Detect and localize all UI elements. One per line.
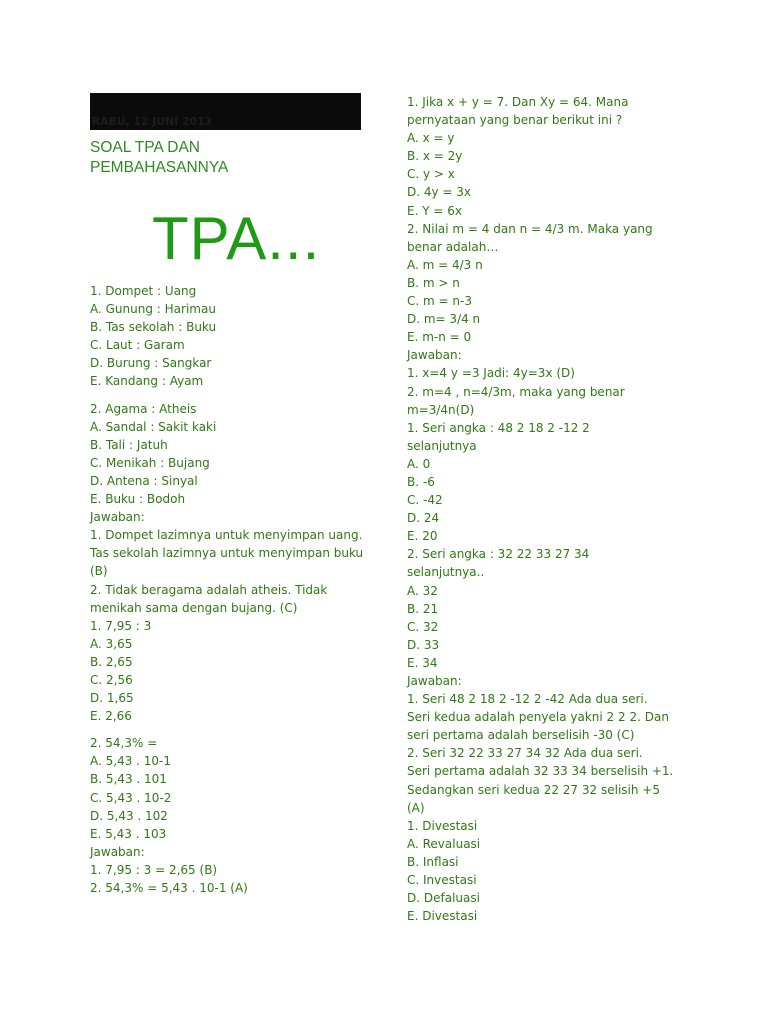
text-line: E. Divestasi [407,909,478,924]
text-line: B. Tali : Jatuh [90,437,168,452]
text-line: D. 24 [407,511,440,526]
text-line: C. 32 [407,619,439,634]
text-line: Seri kedua adalah penyela yakni 2 2 2. Dan [407,710,669,725]
text-line: D. 5,43 . 102 [90,808,168,823]
text-line: 2. Agama : Atheis [90,401,197,416]
text-line: 2. m=4 , n=4/3m, maka yang benar [407,384,625,399]
blank-line [90,391,375,400]
text-line: m=3/4n(D) [407,402,475,417]
text-line: A. 32 [407,583,438,598]
blank-line [90,725,375,734]
text-line: E. Kandang : Ayam [90,374,204,389]
text-line: Sedangkan seri kedua 22 27 32 selisih +5 [407,782,660,797]
text-line: B. Inflasi [407,854,459,869]
tpa-heading: TPA... [152,205,321,272]
text-line: D. 4y = 3x [407,185,472,200]
text-line: 1. Dompet : Uang [90,284,197,298]
text-line: A. Revaluasi [407,836,481,851]
text-line: 2. 54,3% = [90,736,158,751]
text-line: A. 3,65 [90,636,133,651]
text-line: menikah sama dengan bujang. (C) [90,600,298,615]
text-line: 2. Seri angka : 32 22 33 27 34 [407,547,590,562]
text-line: A. m = 4/3 n [407,257,483,272]
text-line: 1. x=4 y =3 Jadi: 4y=3x (D) [407,366,575,381]
text-line: E. Y = 6x [407,203,462,218]
text-line: selanjutnya [407,438,477,453]
text-line: B. m > n [407,275,460,290]
text-line: seri pertama adalah berselisih -30 (C) [407,728,635,743]
text-line: B. 5,43 . 101 [90,772,167,787]
text-line: C. Investasi [407,873,477,888]
text-line: Jawaban: [407,348,462,363]
post-title-line-1: SOAL TPA DAN [90,139,200,156]
text-line: E. 2,66 [90,709,132,724]
text-line: selanjutnya.. [407,565,485,580]
text-line: 2. Seri 32 22 33 27 34 32 Ada dua seri. [407,746,643,761]
text-line: E. 20 [407,529,438,544]
text-line: Jawaban: [90,844,145,859]
text-line: A. 5,43 . 10-1 [90,754,172,769]
text-line: E. 34 [407,655,438,670]
text-line: 2. Nilai m = 4 dan n = 4/3 m. Maka yang [407,221,653,236]
text-line: D. Defaluasi [407,891,480,906]
text-line: 1. Seri 48 2 18 2 -12 2 -42 Ada dua seri. [407,692,648,707]
text-line: benar adalah… [407,239,499,254]
text-line: B. 21 [407,601,439,616]
text-line: B. Tas sekolah : Buku [90,320,217,335]
text-line: C. -42 [407,493,443,508]
post-title-line-2: PEMBAHASANNYA [90,159,229,176]
text-line: Jawaban: [407,674,462,688]
text-line: 2. Tidak beragama adalah atheis. Tidak [90,582,328,597]
text-line: 1. Jika x + y = 7. Dan Xy = 64. Mana [407,95,629,109]
text-line: C. m = n-3 [407,294,472,309]
post-date: RABU, 12 JUNI 2013 [92,116,213,128]
left-column [90,282,375,897]
header-bar [90,93,361,130]
text-line: C. 5,43 . 10-2 [90,790,172,805]
text-line: D. 1,65 [90,691,134,706]
text-line: (B) [90,564,108,579]
text-line: C. 2,56 [90,672,133,687]
text-line: 1. Divestasi [407,818,478,833]
text-line: E. Buku : Bodoh [90,492,186,507]
text-line: A. Gunung : Harimau [90,302,216,317]
text-line: 1. 7,95 : 3 [90,618,152,633]
text-line: D. Antena : Sinyal [90,473,198,488]
text-line: A. 0 [407,456,431,471]
text-line: Tas sekolah lazimnya untuk menyimpan buku [90,546,364,561]
text-line: (A) [407,800,425,815]
text-line: 1. Dompet lazimnya untuk menyimpan uang. [90,528,363,543]
text-line: C. Laut : Garam [90,338,185,353]
text-line: B. x = 2y [407,149,463,164]
text-line: D. m= 3/4 n [407,312,481,327]
text-line: 1. 7,95 : 3 = 2,65 (B) [90,862,218,877]
text-line: A. Sandal : Sakit kaki [90,419,217,434]
text-line: 2. 54,3% = 5,43 . 10-1 (A) [90,881,248,895]
right-column [407,93,707,925]
text-line: Seri pertama adalah 32 33 34 berselisih +1. [407,764,674,779]
text-line: 1. Seri angka : 48 2 18 2 -12 2 [407,420,590,435]
text-line: D. 33 [407,637,440,652]
text-line: C. y > x [407,167,455,182]
text-line: B. 2,65 [90,654,133,669]
text-line: pernyataan yang benar berikut ini ? [407,113,623,128]
text-line: B. -6 [407,474,435,489]
text-line: E. 5,43 . 103 [90,826,167,841]
text-line: C. Menikah : Bujang [90,455,210,470]
text-line: D. Burung : Sangkar [90,356,212,371]
post-title[interactable] [90,138,360,178]
text-line: Jawaban: [90,510,145,525]
text-line: A. x = y [407,131,455,146]
text-line: E. m-n = 0 [407,330,472,345]
